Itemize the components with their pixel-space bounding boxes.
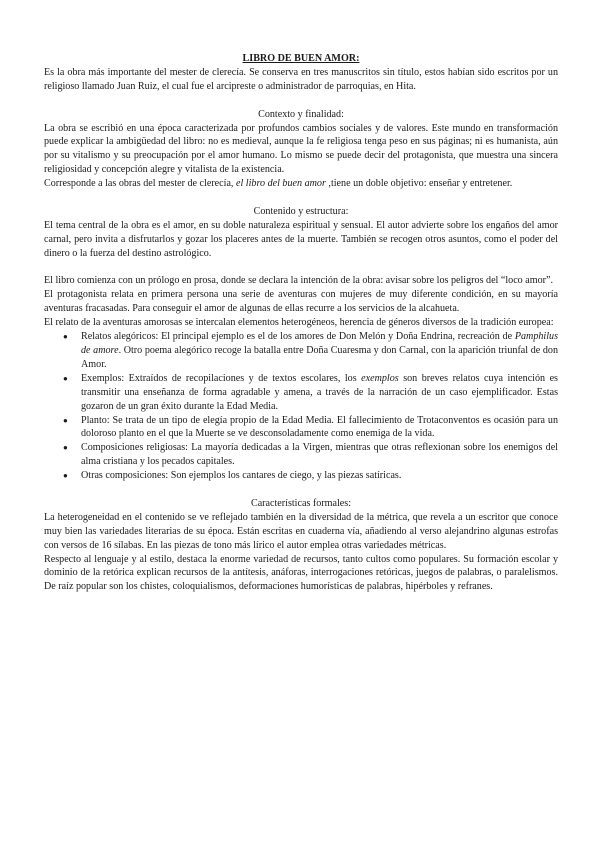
content-paragraph-1: El tema central de la obra es el amor, en su doble naturaleza espiritual y sensual. El autor advierte sobre los engaños del amor carnal, pero invita a disfrutarlos y gozar los placeres antes de la muerte. También se recogen otros asuntos, como el poder del dinero o la fuerza del destino astrológico.	[44, 219, 558, 259]
list-item-text-b: . Otro poema alegórico recoge la batalla entre Doña Cuaresma y don Carnal, con la aparición triunfal de don Amor.	[81, 344, 558, 370]
context-p2-title-italic: el libro del buen amor	[235, 178, 326, 190]
genre-list	[44, 330, 558, 483]
formal-paragraph-2: Respecto al lenguaje y al estilo, destaca la enorme variedad de recursos, tanto cultos como populares. Su formación escolar y dominio de la retórica explican recursos de la antítesis, anáforas, interrogaciones retóricas, juegos de palabras, o paralelismos. De raíz popular son los chistes, coloquialismos, deformaciones humorísticas de palabras, hipérboles y refranes.	[44, 553, 558, 593]
content-paragraph-2: El libro comienza con un prólogo en prosa, donde se declara la intención de la obra: avisar sobre los peligros del “loco amor”.	[44, 275, 553, 287]
intro-paragraph: Es la obra más importante del mester de clerecía. Se conserva en tres manuscritos sin título, estos habían sido escritos por un religioso llamado Juan Ruiz, el cual fue el arcipreste o administrador de parroquias, en Hita.	[44, 66, 558, 92]
list-item	[63, 414, 558, 442]
context-p2-text-a: Corresponde a las obras del mester de clerecía,	[44, 178, 236, 190]
formal-paragraph-1: La heterogeneidad en el contenido se ve reflejado también en la diversidad de la métrica, que revela a un escritor que conoce muy bien las variedades literarias de su época. Están escritas en cuaderna vía, añadiendo al verso alejandrino algunas estrofas con versos de 16 sílabas. En las piezas de tono más lírico el autor emplea otras variedades métricas.	[44, 511, 558, 551]
list-item-text-a: Exemplos: Extraídos de recopilaciones y de textos escolares, los	[81, 372, 362, 384]
list-item-text-a: Relatos alegóricos: El principal ejemplo es el de los amores de Don Melón y Doña Endrina, recreación de	[81, 331, 515, 343]
list-item-text-a: Planto: Se trata de un tipo de elegía propio de la Edad Media. El fallecimiento de Trotaconventos es ocasión para un doloroso planto en el que la Muerte se ve desconsoladamente como enemiga de la vida.	[81, 414, 558, 440]
list-item	[63, 469, 558, 483]
context-paragraph-2	[44, 177, 558, 191]
context-p2-text-b: ,tiene un doble objetivo: enseñar y entretener.	[325, 178, 513, 190]
spacer	[44, 261, 558, 275]
content-paragraph-3: El protagonista relata en primera persona una serie de aventuras con mujeres de muy diferente condición, en su mayoría aventuras fracasadas. Para conseguir el amor de algunas de ellas recurre a los servicios de la alcahueta.	[44, 289, 558, 315]
formal-heading: Características formales:	[250, 497, 352, 509]
content-paragraph-4: El relato de la aventuras amorosas se intercalan elementos heterogéneos, herencia de géneros diversos de la tradición europea:	[44, 317, 554, 329]
list-item	[63, 441, 558, 469]
list-item-text-a: Otras composiciones: Son ejemplos los cantares de ciego, y las piezas satíricas.	[81, 470, 402, 482]
list-item-text-b: son breves relatos cuya intención es transmitir una enseñanza de forma agradable y amena, a través de la narración de un caso ejemplificador. Estas gozaron de un gran éxito durante la Edad Media.	[81, 372, 558, 412]
content-heading: Contenido y estructura:	[253, 205, 349, 217]
bullet-icon: ●	[63, 415, 68, 425]
document-page	[44, 52, 558, 594]
list-item-italic: Pamphilus de amore	[81, 331, 558, 356]
list-item-text-a: Composiciones religiosas: La mayoría dedicadas a la Virgen, mientras que otras reflexionan sobre los enemigos del alma cristiana y los pecados capitales.	[81, 442, 558, 468]
list-item	[63, 330, 558, 372]
bullet-icon: ●	[63, 332, 68, 342]
context-paragraph-1: La obra se escribió en una época caracterizada por profundos cambios sociales y de valores. Este mundo en transformación puede explicar la ambigüedad del libro: no es medieval, aunque la fe religiosa tenga peso en sus páginas; ni es humanista, aún por su vitalismo y su preocupación por el amor humano. Lo mismo se puede decir del protagonista, que muestra una sincera religiosidad y concepción alegre y vitalista de la existencia.	[44, 122, 558, 176]
list-item-italic: exemplos	[361, 372, 399, 384]
bullet-icon: ●	[63, 443, 68, 453]
bullet-icon: ●	[63, 373, 68, 383]
bullet-icon: ●	[63, 471, 68, 481]
document-title: LIBRO DE BUEN AMOR:	[242, 53, 360, 64]
list-item	[63, 372, 558, 414]
context-heading: Contexto y finalidad:	[258, 108, 344, 120]
